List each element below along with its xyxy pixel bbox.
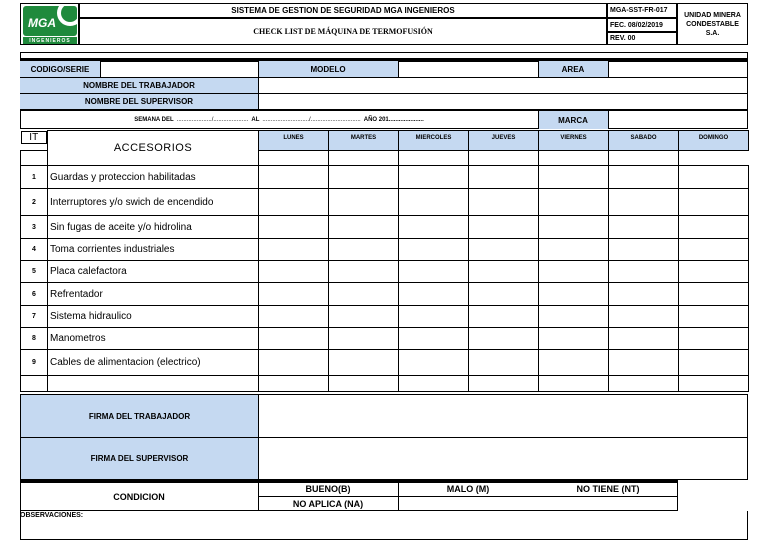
company-line-2: CONDESTABLE	[686, 20, 739, 28]
area-label: AREA	[538, 61, 608, 77]
check-cell-martes[interactable]	[329, 328, 399, 350]
check-cell-sabado[interactable]	[609, 239, 679, 261]
bueno-label: BUENO(B)	[305, 484, 351, 494]
area-field[interactable]	[608, 61, 748, 77]
check-cell-lunes[interactable]	[259, 328, 329, 350]
check-cell-lunes[interactable]	[259, 166, 329, 189]
header-spacer	[20, 52, 748, 59]
row-number: 9	[21, 350, 48, 376]
check-cell-viernes[interactable]	[539, 283, 609, 306]
check-cell-domingo[interactable]	[679, 166, 749, 189]
no-aplica-label: NO APLICA (NA)	[292, 498, 364, 509]
check-cell-viernes[interactable]	[539, 216, 609, 239]
observaciones-box[interactable]	[20, 511, 748, 540]
check-cell-miercoles[interactable]	[399, 350, 469, 376]
row-number: 1	[21, 166, 48, 189]
firma-supervisor-field[interactable]	[258, 438, 747, 479]
check-cell-martes[interactable]	[329, 189, 399, 216]
malo-label: MALO (M)	[446, 484, 490, 494]
check-cell-martes[interactable]	[329, 306, 399, 328]
row-accessory-label: Manometros	[48, 328, 259, 350]
supervisor-field[interactable]	[258, 93, 748, 109]
check-cell-domingo[interactable]	[679, 189, 749, 216]
trabajador-field[interactable]	[258, 77, 748, 93]
logo-subtext: INGENIEROS	[23, 37, 77, 44]
check-cell-martes[interactable]	[329, 166, 399, 189]
check-cell-lunes[interactable]	[259, 283, 329, 306]
check-cell-jueves[interactable]	[469, 350, 539, 376]
check-cell-jueves[interactable]	[469, 239, 539, 261]
row-number: 6	[21, 283, 48, 306]
check-cell-lunes[interactable]	[259, 216, 329, 239]
check-cell-sabado[interactable]	[609, 216, 679, 239]
codigo-field[interactable]	[100, 61, 258, 77]
check-cell-domingo[interactable]	[679, 283, 749, 306]
check-cell-lunes[interactable]	[259, 306, 329, 328]
check-cell-sabado[interactable]	[609, 283, 679, 306]
day-header-domingo: DOMINGO	[679, 131, 749, 151]
row-number: 4	[21, 239, 48, 261]
check-cell-jueves[interactable]	[469, 283, 539, 306]
al-label: AL	[251, 117, 260, 123]
firma-supervisor-label: FIRMA DEL SUPERVISOR	[21, 438, 258, 479]
modelo-field[interactable]	[398, 61, 538, 77]
semana-label: SEMANA DEL	[134, 117, 174, 123]
day-header-lunes: LUNES	[259, 131, 329, 151]
row-number: 3	[21, 216, 48, 239]
table-row	[21, 166, 749, 189]
row-accessory-label: Sin fugas de aceite y/o hidrolina	[48, 216, 259, 239]
row-accessory-label: Refrentador	[48, 283, 259, 306]
marca-field[interactable]	[608, 111, 748, 129]
document-revision: REV. 00	[607, 32, 677, 45]
check-cell-miercoles[interactable]	[399, 239, 469, 261]
codigo-label: CODIGO/SERIE	[20, 61, 100, 77]
row-accessory-label: Guardas y proteccion habilitadas	[48, 166, 259, 189]
check-cell-sabado[interactable]	[609, 350, 679, 376]
day-header-martes: MARTES	[329, 131, 399, 151]
row-accessory-label: Sistema hidraulico	[48, 306, 259, 328]
row-accessory-label: Interruptores y/o swich de encendido	[48, 189, 259, 216]
check-cell-martes[interactable]	[329, 216, 399, 239]
table-row	[21, 306, 749, 328]
check-cell-lunes[interactable]	[259, 261, 329, 283]
check-cell-miercoles[interactable]	[399, 328, 469, 350]
observaciones-label: OBSERVACIONES:	[20, 512, 84, 519]
check-cell-domingo[interactable]	[679, 239, 749, 261]
trabajador-label: NOMBRE DEL TRABAJADOR	[20, 77, 258, 93]
row-number: 8	[21, 328, 48, 350]
check-cell-sabado[interactable]	[609, 261, 679, 283]
system-title: SISTEMA DE GESTION DE SEGURIDAD MGA INGENIEROS	[79, 3, 607, 18]
check-cell-sabado[interactable]	[609, 306, 679, 328]
check-cell-viernes[interactable]	[539, 328, 609, 350]
check-cell-jueves[interactable]	[469, 261, 539, 283]
semana-row	[20, 111, 538, 129]
row-number: 2	[21, 189, 48, 216]
check-cell-sabado[interactable]	[609, 328, 679, 350]
check-cell-viernes[interactable]	[539, 350, 609, 376]
document-code: MGA-SST-FR-017	[607, 3, 677, 18]
check-cell-miercoles[interactable]	[399, 166, 469, 189]
check-cell-jueves[interactable]	[469, 166, 539, 189]
check-cell-jueves[interactable]	[469, 216, 539, 239]
logo-text: MGA	[28, 16, 56, 30]
no-tiene-label: NO TIENE (NT)	[576, 484, 640, 494]
table-row-empty	[21, 376, 749, 392]
semana-fill-2[interactable]: ............................/..............................	[262, 117, 361, 123]
check-cell-martes[interactable]	[329, 239, 399, 261]
firma-trabajador-field[interactable]	[258, 395, 747, 437]
it-header: IT	[21, 131, 48, 144]
row-accessory-label: Placa calefactora	[48, 261, 259, 283]
document-date: FEC. 08/02/2019	[607, 18, 677, 32]
check-cell-viernes[interactable]	[539, 261, 609, 283]
check-cell-sabado[interactable]	[609, 166, 679, 189]
check-cell-martes[interactable]	[329, 350, 399, 376]
company-line-3: S.A.	[705, 29, 720, 37]
row-accessory-label: Cables de alimentacion (electrico)	[48, 350, 259, 376]
row-number: 5	[21, 261, 48, 283]
semana-fill-1[interactable]: ...................../.....................	[176, 117, 249, 123]
condicion-label: CONDICION	[113, 491, 165, 502]
logo-box	[20, 3, 79, 45]
table-row	[21, 350, 749, 376]
check-cell-jueves[interactable]	[469, 189, 539, 216]
check-cell-viernes[interactable]	[539, 166, 609, 189]
check-cell-martes[interactable]	[329, 261, 399, 283]
supervisor-label: NOMBRE DEL SUPERVISOR	[20, 93, 258, 109]
company-line-1: UNIDAD MINERA	[684, 11, 741, 19]
company-box	[677, 3, 748, 45]
modelo-label: MODELO	[258, 61, 398, 77]
logo-icon	[23, 6, 77, 36]
anio-label[interactable]: AÑO 201.....................	[363, 117, 424, 123]
check-cell-jueves[interactable]	[469, 306, 539, 328]
table-row	[21, 328, 749, 350]
table-row	[21, 283, 749, 306]
firma-trabajador-label: FIRMA DEL TRABAJADOR	[21, 395, 258, 437]
check-cell-miercoles[interactable]	[399, 283, 469, 306]
check-cell-jueves[interactable]	[469, 328, 539, 350]
check-cell-lunes[interactable]	[259, 350, 329, 376]
check-cell-domingo[interactable]	[679, 350, 749, 376]
check-cell-domingo[interactable]	[679, 328, 749, 350]
check-cell-miercoles[interactable]	[399, 216, 469, 239]
accesorios-header: ACCESORIOS	[48, 131, 259, 166]
checklist-table	[20, 130, 749, 392]
table-row	[21, 239, 749, 261]
table-row	[21, 261, 749, 283]
check-cell-martes[interactable]	[329, 283, 399, 306]
check-cell-sabado[interactable]	[609, 189, 679, 216]
check-cell-miercoles[interactable]	[399, 189, 469, 216]
day-header-jueves: JUEVES	[469, 131, 539, 151]
check-cell-domingo[interactable]	[679, 216, 749, 239]
check-cell-viernes[interactable]	[539, 189, 609, 216]
table-row	[21, 216, 749, 239]
check-cell-lunes[interactable]	[259, 189, 329, 216]
marca-label: MARCA	[538, 111, 608, 129]
check-cell-viernes[interactable]	[539, 306, 609, 328]
check-cell-miercoles[interactable]	[399, 261, 469, 283]
day-header-viernes: VIERNES	[539, 131, 609, 151]
day-header-sabado: SABADO	[609, 131, 679, 151]
check-cell-lunes[interactable]	[259, 239, 329, 261]
document-title: CHECK LIST DE MÁQUINA DE TERMOFUSIÓN	[79, 18, 607, 45]
row-accessory-label: Toma corrientes industriales	[48, 239, 259, 261]
check-cell-domingo[interactable]	[679, 261, 749, 283]
check-cell-viernes[interactable]	[539, 239, 609, 261]
table-row	[21, 189, 749, 216]
check-cell-domingo[interactable]	[679, 306, 749, 328]
day-header-miercoles: MIERCOLES	[399, 131, 469, 151]
check-cell-miercoles[interactable]	[399, 306, 469, 328]
table-header-row	[21, 131, 749, 151]
row-number: 7	[21, 306, 48, 328]
